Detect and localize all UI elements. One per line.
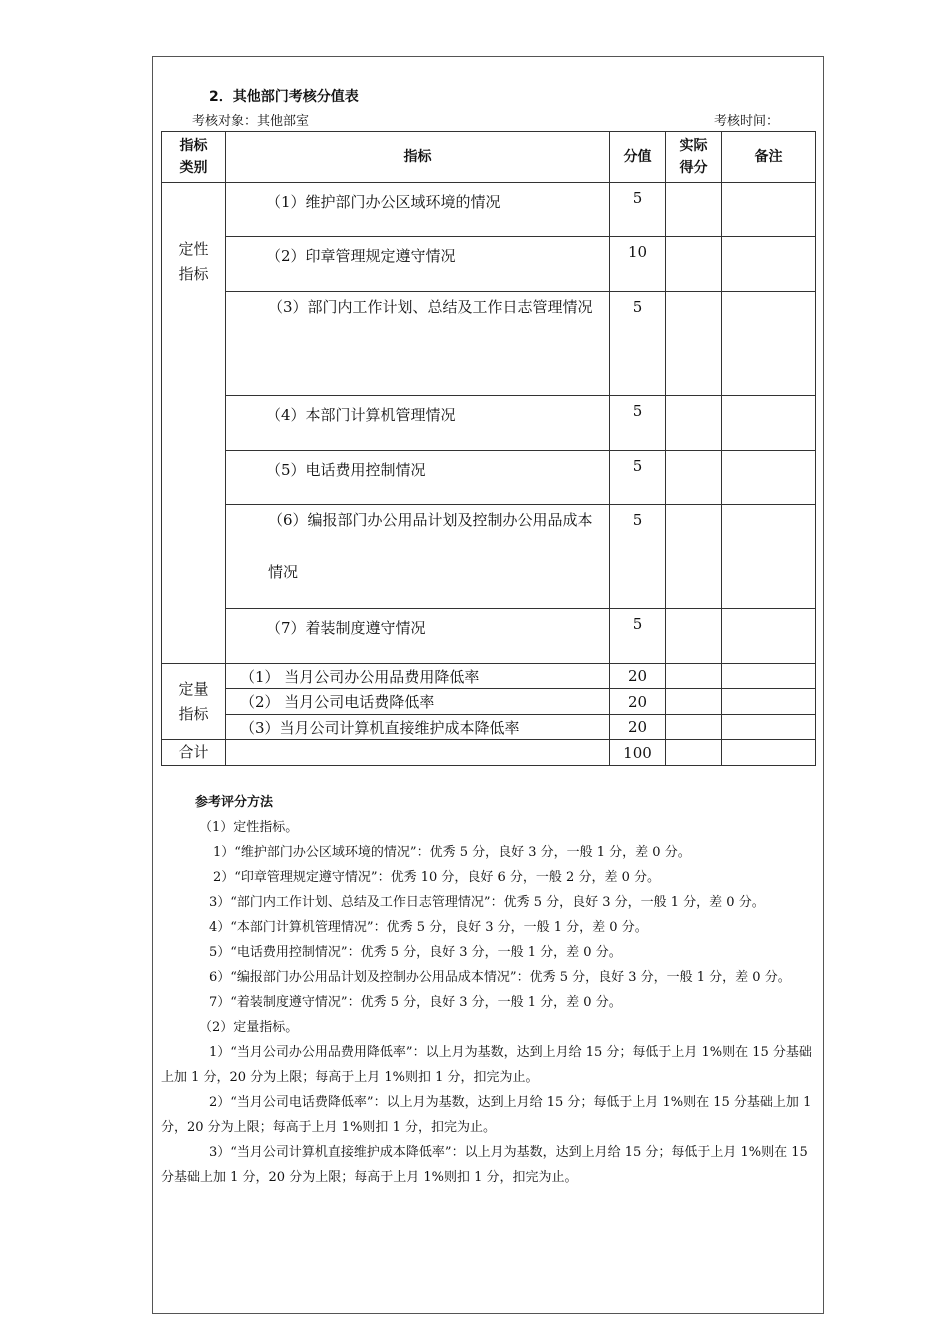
category-quantitative: 定量指标: [162, 664, 226, 740]
remarks-cell[interactable]: [722, 664, 816, 689]
header-actual: 实际得分: [666, 132, 722, 183]
actual-cell[interactable]: [666, 183, 722, 237]
indicator-cell: （3）当月公司计算机直接维护成本降低率: [226, 715, 610, 740]
table-row: [162, 292, 816, 396]
score-cell: 5: [610, 292, 666, 396]
table-row: [162, 689, 816, 715]
method-item: 3）“部门内工作计划、总结及工作日志管理情况”：优秀 5 分，良好 3 分，一般 1 分，差 0 分。: [209, 895, 765, 910]
header-indicator: 指标: [226, 132, 610, 183]
remarks-cell[interactable]: [722, 183, 816, 237]
table-header-row: [162, 132, 816, 183]
actual-cell[interactable]: [666, 715, 722, 740]
score-cell: 5: [610, 396, 666, 451]
remarks-cell[interactable]: [722, 237, 816, 292]
indicator-cell: （2）印章管理规定遵守情况: [226, 237, 610, 292]
table-row: [162, 664, 816, 689]
remarks-cell[interactable]: [722, 609, 816, 664]
actual-cell[interactable]: [666, 689, 722, 715]
header-category: 指标类别: [162, 132, 226, 183]
method-item: 5）“电话费用控制情况”：优秀 5 分，良好 3 分，一般 1 分，差 0 分。: [209, 945, 622, 960]
remarks-cell[interactable]: [722, 396, 816, 451]
score-cell: 5: [610, 609, 666, 664]
indicator-cell: （4）本部门计算机管理情况: [226, 396, 610, 451]
remarks-cell[interactable]: [722, 715, 816, 740]
actual-cell[interactable]: [666, 451, 722, 505]
remarks-cell[interactable]: [722, 505, 816, 609]
assessment-time: 考核时间：: [714, 114, 780, 129]
score-cell: 5: [610, 505, 666, 609]
section-title: 2．其他部门考核分值表: [209, 89, 359, 105]
method-quantitative-label: （2）定量指标。: [199, 1020, 299, 1035]
total-label: 合计: [162, 740, 226, 766]
remarks-cell[interactable]: [722, 292, 816, 396]
score-cell: 5: [610, 451, 666, 505]
score-cell: 20: [610, 715, 666, 740]
total-indicator-cell: [226, 740, 610, 766]
scoring-method: [161, 790, 817, 1190]
remarks-cell[interactable]: [722, 451, 816, 505]
actual-cell[interactable]: [666, 237, 722, 292]
total-score: 100: [610, 740, 666, 766]
table-row: [162, 505, 816, 609]
indicator-cell: （1） 当月公司办公用品费用降低率: [226, 664, 610, 689]
header-remarks: 备注: [722, 132, 816, 183]
method-item: 2）“当月公司电话费降低率”：以上月为基数，达到上月给 15 分；每低于上月 1%则在 15 分基础上加 1 分，20 分为上限；每高于上月 1%则扣 1 分，扣完为止。: [161, 1095, 812, 1135]
method-item: 1）“当月公司办公用品费用降低率”：以上月为基数，达到上月给 15 分；每低于上月 1%则在 15 分基础上加 1 分，20 分为上限；每高于上月 1%则扣 1 分，扣完为止。: [161, 1045, 812, 1085]
method-item: 1）“维护部门办公区域环境的情况”：优秀 5 分，良好 3 分，一般 1 分，差 0 分。: [213, 845, 691, 860]
actual-cell[interactable]: [666, 664, 722, 689]
indicator-cell: （7）着装制度遵守情况: [226, 609, 610, 664]
indicator-cell: （1）维护部门办公区域环境的情况: [226, 183, 610, 237]
remarks-cell[interactable]: [722, 689, 816, 715]
total-actual-cell[interactable]: [666, 740, 722, 766]
method-title: 参考评分方法: [195, 795, 274, 810]
header-score: 分值: [610, 132, 666, 183]
score-table: [161, 131, 816, 766]
actual-cell[interactable]: [666, 396, 722, 451]
table-row: [162, 183, 816, 237]
total-remarks-cell[interactable]: [722, 740, 816, 766]
method-qualitative-label: （1）定性指标。: [199, 820, 299, 835]
method-item: 4）“本部门计算机管理情况”：优秀 5 分，良好 3 分，一般 1 分，差 0 分。: [209, 920, 648, 935]
score-cell: 20: [610, 664, 666, 689]
score-cell: 5: [610, 183, 666, 237]
actual-cell[interactable]: [666, 505, 722, 609]
score-cell: 10: [610, 237, 666, 292]
method-item: 2）“印章管理规定遵守情况”：优秀 10 分，良好 6 分，一般 2 分，差 0 分。: [213, 870, 660, 885]
table-row: [162, 396, 816, 451]
method-item: 3）“当月公司计算机直接维护成本降低率”：以上月为基数，达到上月给 15 分；每低于上月 1%则在 15 分基础上加 1 分，20 分为上限；每高于上月 1%则扣 1 分，扣完为止。: [161, 1145, 808, 1185]
indicator-cell: （2） 当月公司电话费降低率: [226, 689, 610, 715]
indicator-cell: （3）部门内工作计划、总结及工作日志管理情况: [226, 292, 610, 396]
actual-cell[interactable]: [666, 609, 722, 664]
method-item: 7）“着装制度遵守情况”：优秀 5 分，良好 3 分，一般 1 分，差 0 分。: [209, 995, 622, 1010]
indicator-cell: （5）电话费用控制情况: [226, 451, 610, 505]
total-row: [162, 740, 816, 766]
category-qualitative: 定性指标: [162, 183, 226, 664]
table-row: [162, 715, 816, 740]
assessment-object: 考核对象：其他部室: [192, 114, 310, 129]
score-cell: 20: [610, 689, 666, 715]
table-row: [162, 609, 816, 664]
method-item: 6）“编报部门办公用品计划及控制办公用品成本情况”：优秀 5 分，良好 3 分，一般 1 分，差 0 分。: [209, 970, 791, 985]
actual-cell[interactable]: [666, 292, 722, 396]
indicator-cell: （6）编报部门办公用品计划及控制办公用品成本情况: [226, 505, 610, 609]
